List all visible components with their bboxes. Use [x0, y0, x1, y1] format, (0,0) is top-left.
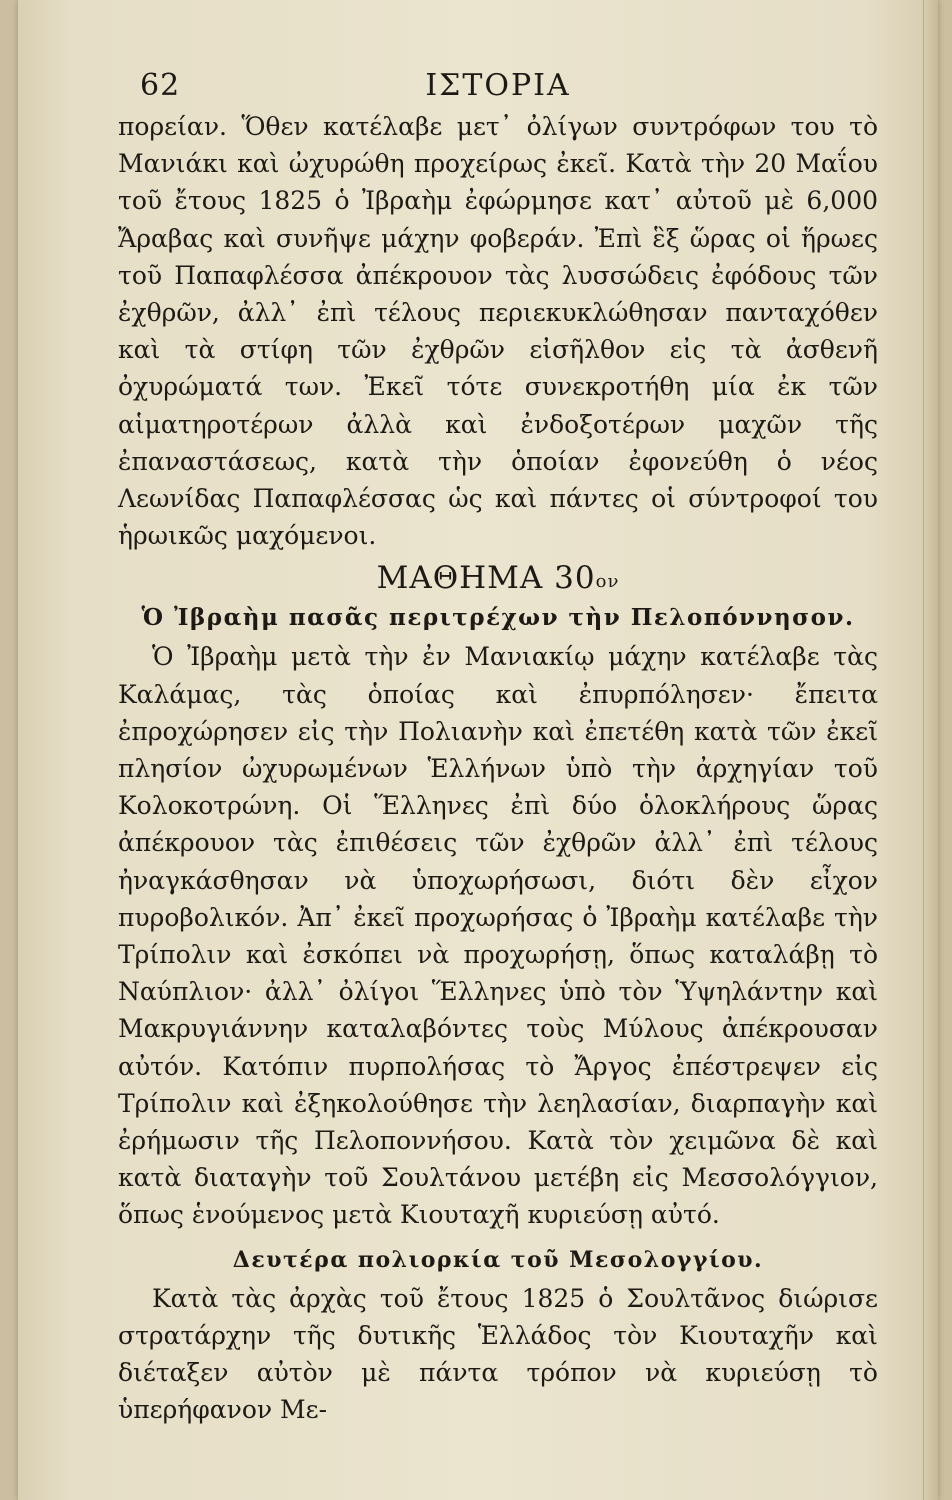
running-title: ΙΣΤΟΡΙΑ — [425, 68, 571, 103]
page-body — [118, 108, 878, 1429]
section-heading-ibrahim: Ὁ Ἰβραὴμ πασᾶς περιτρέχων τὴν Πελοπόννησον. — [141, 604, 855, 632]
page-edge — [923, 0, 938, 1500]
section-body-ibrahim: Ὁ Ἰβραὴμ μετὰ τὴν ἐν Μανιακίῳ μάχην κατέλαβε τὰς Καλάμας, τὰς ὁποίας καὶ ἐπυρπόλησεν· ἔπειτα ἐπροχώρησεν εἰς τὴν Πολιανὴν καὶ ἐπετέθη κατὰ τῶν ἐκεῖ πλησίον ὠχυρωμένων Ἑλλήνων ὑπὸ τὴν ἀρχηγίαν τοῦ Κολοκοτρώνη. Οἱ Ἕλληνες ἐπὶ δύο ὁλοκλήρους ὥρας ἀπέκρουον τὰς ἐπιθέσεις τῶν ἐχθρῶν ἀλλ᾽ ἐπὶ τέλους ἠναγκάσθησαν νὰ ὑποχωρήσωσι, διότι δὲν εἶχον πυροβολικόν. Ἀπ᾽ ἐκεῖ προχωρήσας ὁ Ἰβραὴμ κατέλαβε τὴν Τρίπολιν καὶ ἐσκόπει νὰ προχωρήσῃ, ὅπως καταλάβῃ τὸ Ναύπλιον· ἀλλ᾽ ὀλίγοι Ἕλληνες ὑπὸ τὸν Ὑψηλάντην καὶ Μακρυγιάννην καταλαβόντες τοὺς Μύλους ἀπέκρουσαν αὐτόν. Κατόπιν πυρπολήσας τὸ Ἄργος ἐπέστρεψεν εἰς Τρίπολιν καὶ ἐξηκολούθησε τὴν λεηλασίαν, διαρπαγὴν καὶ ἐρήμωσιν τῆς Πελοποννήσου. Κατὰ τὸν χειμῶνα δὲ καὶ κατὰ διαταγὴν τοῦ Σουλτάνου μετέβη εἰς Μεσσολόγγιον, ὅπως ἑνούμενος μετὰ Κιουταχῆ κυριεύσῃ αὐτό. — [118, 642, 878, 1230]
page-header — [118, 64, 878, 108]
lesson-title: ΜΑΘΗΜΑ 30 — [376, 560, 596, 597]
lesson-heading — [118, 558, 878, 598]
section-body-mesolongi: Κατὰ τὰς ἀρχὰς τοῦ ἔτους 1825 ὁ Σουλτᾶνος διώρισε στρατάρχην τῆς δυτικῆς Ἑλλάδος τὸν Κιουταχῆν καὶ διέταξεν αὐτὸν μὲ πάντα τρόπον νὰ κυριεύσῃ τὸ ὑπερήφανον Με- — [118, 1283, 878, 1425]
page-number: 62 — [140, 68, 181, 103]
lesson-suffix: ον — [595, 571, 620, 593]
section-heading-mesolongi: Δευτέρα πολιορκία τοῦ Μεσολογγίου. — [232, 1246, 764, 1273]
paragraph-continuation: πορείαν. Ὅθεν κατέλαβε μετ᾽ ὀλίγων συντρόφων του τὸ Μανιάκι καὶ ὠχυρώθη προχείρως ἐκεῖ. Κατὰ τὴν 20 Μαΐου τοῦ ἔτους 1825 ὁ Ἰβραὴμ ἐφώρμησε κατ᾽ αὐτοῦ μὲ 6,000 Ἄραβας καὶ συνῆψε μάχην φοβεράν. Ἐπὶ ἓξ ὥρας οἱ ἥρωες τοῦ Παπαφλέσσα ἀπέκρουον τὰς λυσσώδεις ἐφόδους τῶν ἐχθρῶν, ἀλλ᾽ ἐπὶ τέλους περιεκυκλώθησαν πανταχόθεν καὶ τὰ στίφη τῶν ἐχθρῶν εἰσῆλθον εἰς τὰ ἀσθενῆ ὀχυρώματά των. Ἐκεῖ τότε συνεκροτήθη μία ἐκ τῶν αἱματηροτέρων ἀλλὰ καὶ ἐνδοξοτέρων μαχῶν τῆς ἐπαναστάσεως, κατὰ τὴν ὁποίαν ἐφονεύθη ὁ νέος Λεωνίδας Παπαφλέσσας ὡς καὶ πάντες οἱ σύντροφοί του ἡρωικῶς μαχόμενοι. — [118, 112, 878, 551]
book-page — [18, 0, 938, 1500]
